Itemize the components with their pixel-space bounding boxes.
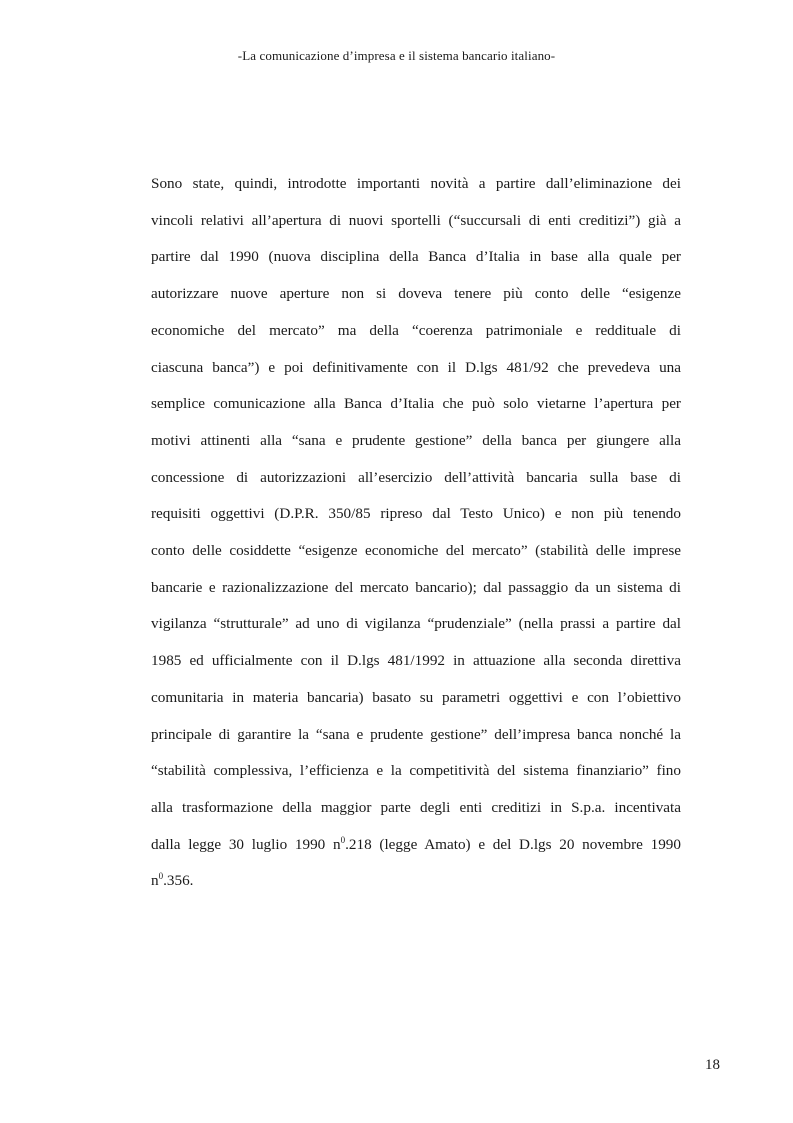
text-segment: dalla legge 30 luglio 1990 n <box>151 835 341 853</box>
text-line: bancarie e razionalizzazione del mercato bancario); dal passaggio da un sistema di <box>151 578 681 596</box>
body-paragraph <box>151 166 681 900</box>
text-line: requisiti oggettivi (D.P.R. 350/85 ripreso dal Testo Unico) e non più tenendo <box>151 505 681 523</box>
text-line: Sono state, quindi, introdotte importanti novità a partire dall’eliminazione dei <box>151 175 681 192</box>
text-line: ciascuna banca”) e poi definitivamente con il D.lgs 481/92 che prevedeva una <box>151 358 681 376</box>
text-line: principale di garantire la “sana e prudente gestione” dell’impresa banca nonché la <box>151 725 681 743</box>
text-line: autorizzare nuove aperture non si doveva tenere più conto delle “esigenze <box>151 285 681 303</box>
text-line <box>151 827 681 864</box>
text-segment: n <box>151 872 159 890</box>
superscript-degree: 0 <box>158 871 164 882</box>
text-line: semplice comunicazione alla Banca d’Italia che può solo vietarne l’apertura per <box>151 395 681 413</box>
text-line: “stabilità complessiva, l’efficienza e la competitività del sistema finanziario” fino <box>151 762 681 780</box>
text-line: partire dal 1990 (nuova disciplina della Banca d’Italia in base alla quale per <box>151 248 681 266</box>
text-line: comunitaria in materia bancaria) basato su parametri oggettivi e con l’obiettivo <box>151 688 681 706</box>
text-line: concessione di autorizzazioni all’esercizio dell’attività bancaria sulla base di <box>151 468 681 486</box>
text-line: 1985 ed ufficialmente con il D.lgs 481/1992 in attuazione alla seconda direttiva <box>151 652 681 670</box>
text-line: vincoli relativi all’apertura di nuovi sportelli (“succursali di enti creditizi”) già a <box>151 211 681 229</box>
text-segment: .218 (legge Amato) e del D.lgs 20 novembre 1990 <box>345 835 681 853</box>
text-line: motivi attinenti alla “sana e prudente gestione” della banca per giungere alla <box>151 431 681 449</box>
text-segment: .356. <box>163 872 194 890</box>
page-number: 18 <box>705 1057 720 1073</box>
text-line: conto delle cosiddette “esigenze economiche del mercato” (stabilità delle imprese <box>151 542 681 560</box>
superscript-degree: 0 <box>340 834 346 845</box>
running-header: -La comunicazione d’impresa e il sistema bancario italiano- <box>237 48 556 63</box>
text-line: vigilanza “strutturale” ad uno di vigilanza “prudenziale” (nella prassi a partire dal <box>151 615 681 633</box>
text-line <box>151 863 681 900</box>
text-line: alla trasformazione della maggior parte degli enti creditizi in S.p.a. incentivata <box>151 798 681 816</box>
text-line: economiche del mercato” ma della “coerenza patrimoniale e reddituale di <box>151 321 681 339</box>
